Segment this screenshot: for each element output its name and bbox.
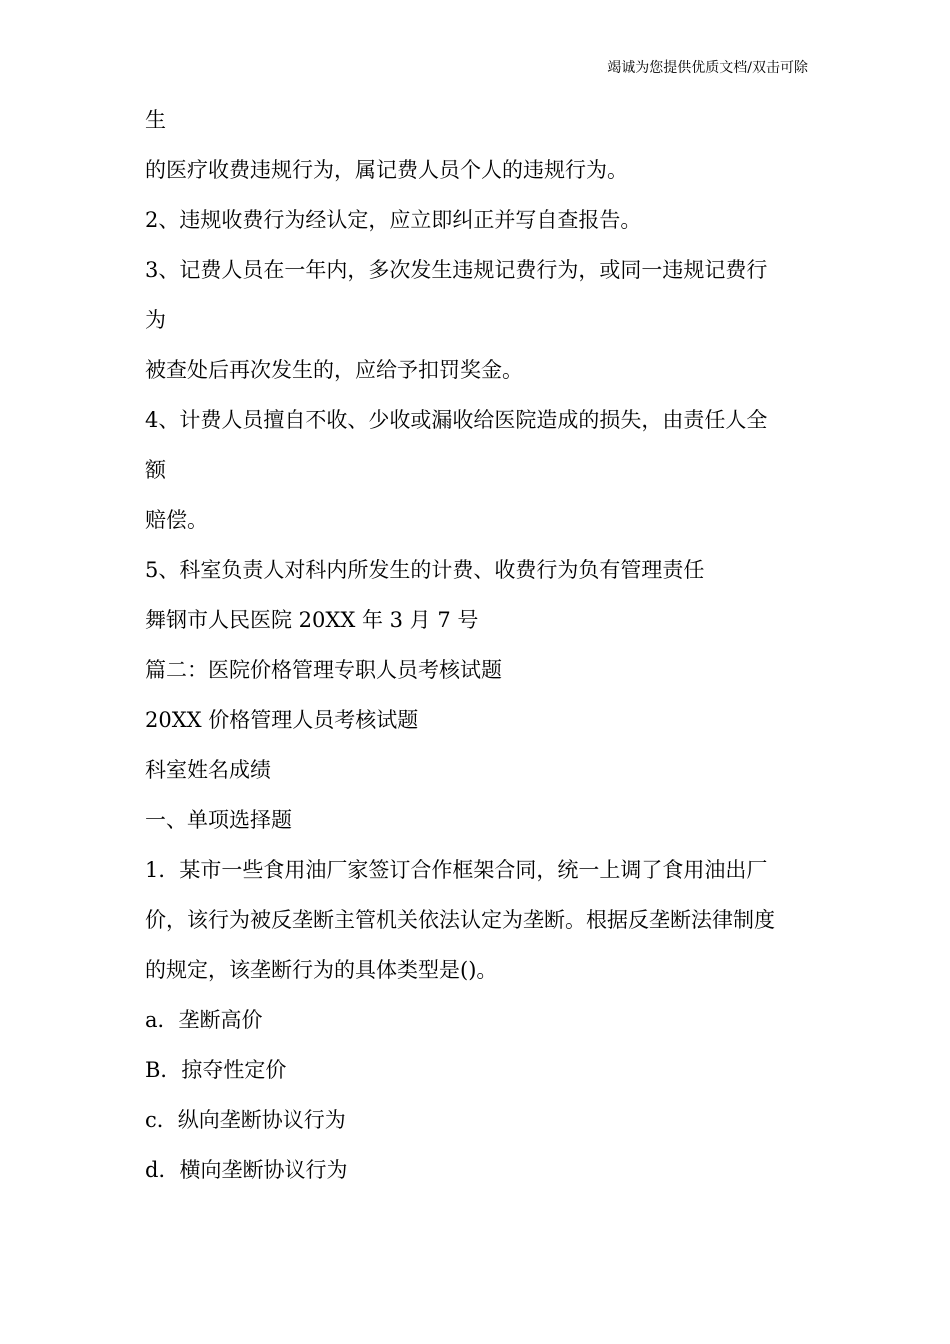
text-line: 的医疗收费违规行为，属记费人员个人的违规行为。 — [145, 158, 628, 182]
text-line: 生 — [145, 108, 166, 132]
text-line: 为 — [145, 308, 166, 332]
text-line: 被查处后再次发生的，应给予扣罚奖金。 — [145, 358, 523, 382]
text-line: 3、记费人员在一年内，多次发生违规记费行为，或同一违规记费行 — [145, 258, 768, 282]
question-text-line: 的规定，该垄断行为的具体类型是()。 — [145, 958, 498, 982]
text-line: 额 — [145, 458, 166, 482]
section-heading: 篇二：医院价格管理专职人员考核试题 — [145, 658, 502, 682]
text-line: 5、科室负责人对科内所发生的计费、收费行为负有管理责任 — [145, 558, 705, 582]
answer-option-d: d．横向垄断协议行为 — [145, 1158, 348, 1182]
header-note: 竭诚为您提供优质文档/双击可除 — [607, 60, 808, 76]
exam-title: 20XX 价格管理人员考核试题 — [145, 708, 419, 732]
question-section-heading: 一、单项选择题 — [145, 808, 292, 832]
answer-option-c: c．纵向垄断协议行为 — [145, 1108, 346, 1132]
exam-info-line: 科室姓名成绩 — [145, 758, 271, 782]
text-line: 2、违规收费行为经认定，应立即纠正并写自查报告。 — [145, 208, 642, 232]
question-text-line: 1．某市一些食用油厂家签订合作框架合同，统一上调了食用油出厂 — [145, 858, 768, 882]
answer-option-b: B．掠夺性定价 — [145, 1058, 287, 1082]
signature-line: 舞钢市人民医院 20XX 年 3 月 7 号 — [145, 608, 479, 632]
text-line: 赔偿。 — [145, 508, 208, 532]
answer-option-a: a．垄断高价 — [145, 1008, 263, 1032]
document-body — [145, 100, 815, 1200]
text-line: 4、计费人员擅自不收、少收或漏收给医院造成的损失，由责任人全 — [145, 408, 768, 432]
question-text-line: 价，该行为被反垄断主管机关依法认定为垄断。根据反垄断法律制度 — [145, 908, 775, 932]
